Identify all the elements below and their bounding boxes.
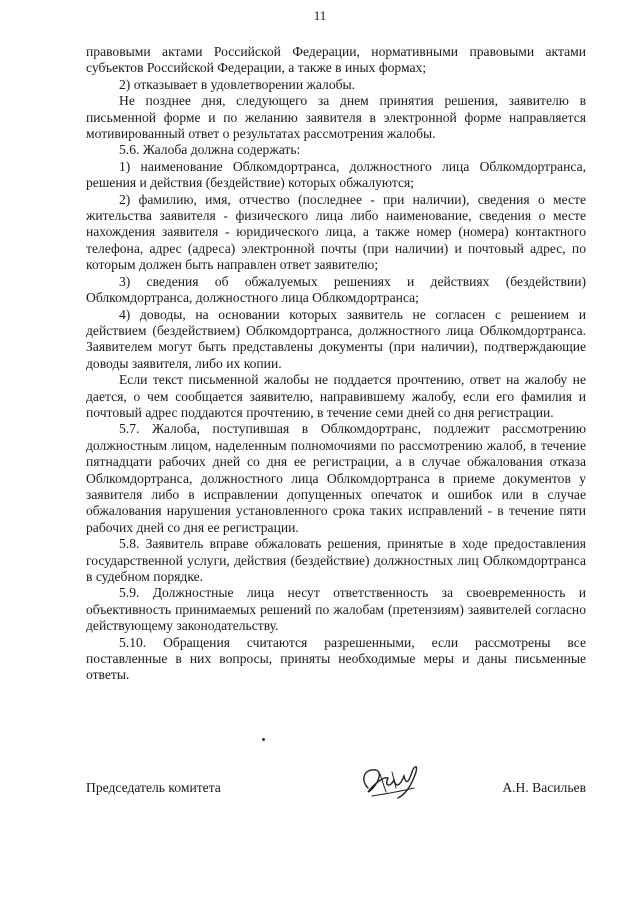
- paragraph-unreadable-text: Если текст письменной жалобы не поддается прочтению, ответ на жалобу не дается, о чем сообщается заявителю, направившему жалобу, если его фамилия и почтовый адрес поддаются прочтению, в течение семи дней со дня регистрации.: [86, 372, 586, 420]
- paragraph-5-6: 5.6. Жалоба должна содержать:: [119, 142, 301, 158]
- signature-block: [86, 768, 586, 828]
- page-number: 11: [313, 8, 327, 23]
- paragraph-continuation: правовыми актами Российской Федерации, нормативными правовыми актами субъектов Российской Федерации, а также в иных формах;: [86, 44, 586, 76]
- paragraph-response-deadline: Не позднее дня, следующего за днем принятия решения, заявителю в письменной форме и по желанию заявителя в электронной форме направляется мотивированный ответ о результатах рассмотрения жалобы.: [86, 93, 586, 142]
- signer-title: Председатель комитета: [86, 780, 221, 795]
- paragraph-5-7: 5.7. Жалоба, поступившая в Облкомдортранс, подлежит рассмотрению должностным лицом, наделенным полномочиями по рассмотрению жалоб, в течение пятнадцати рабочих дней со дня ее регистрации, а в случае обжалования отказа Облкомдортранса, должностного лица Облкомдортранса в приеме документов у заявителя либо в исправлении допущенных опечаток и ошибок или в случае обжалования нарушения установленного срока таких исправлений - в течение пяти рабочих дней со дня ее регистрации.: [86, 421, 586, 535]
- stray-dot-mark: [262, 738, 265, 741]
- paragraph-5-6-item-1: 1) наименование Облкомдортранса, должностного лица Облкомдортранса, решения и действия (бездействие) которых обжалуются;: [86, 158, 586, 191]
- handwritten-signature-icon: [354, 758, 424, 806]
- paragraph-5-10: 5.10. Обращения считаются разрешенными, если рассмотрены все поставленные в них вопросы, приняты необходимые меры и даны письменные ответы.: [86, 634, 586, 683]
- paragraph-5-9: 5.9. Должностные лица несут ответственность за своевременность и объективность принимаемых решений по жалобам (претензиям) заявителей согласно действующему законодательству.: [86, 585, 586, 634]
- signer-name: А.Н. Васильев: [502, 780, 586, 795]
- paragraph-5-6-item-3: 3) сведения об обжалуемых решениях и действиях (бездействии) Облкомдортранса, должностного лица Облкомдортранса;: [86, 273, 586, 306]
- paragraph-5-6-item-2: 2) фамилию, имя, отчество (последнее - при наличии), сведения о месте жительства заявителя - физического лица либо наименование, сведения о месте нахождения заявителя - юридического лица, а также номер (номера) контактного телефона, адрес (адреса) электронной почты (при наличии) и почтовый адрес, по которым должен быть направлен ответ заявителю;: [86, 191, 586, 273]
- paragraph-5-8: 5.8. Заявитель вправе обжаловать решения, принятые в ходе предоставления государственной услуги, действия (бездействие) должностных лиц Облкомдортранса в судебном порядке.: [86, 536, 586, 584]
- document-body: [86, 44, 586, 684]
- paragraph-refusal: 2) отказывает в удовлетворении жалобы.: [119, 76, 356, 92]
- paragraph-5-6-item-4: 4) доводы, на основании которых заявитель не согласен с решением и действием (бездействием) Облкомдортранса, должностного лица Облкомдортранса. Заявителем могут быть представлены документы (при наличии), подтверждающие доводы заявителя, либо их копии.: [86, 306, 586, 371]
